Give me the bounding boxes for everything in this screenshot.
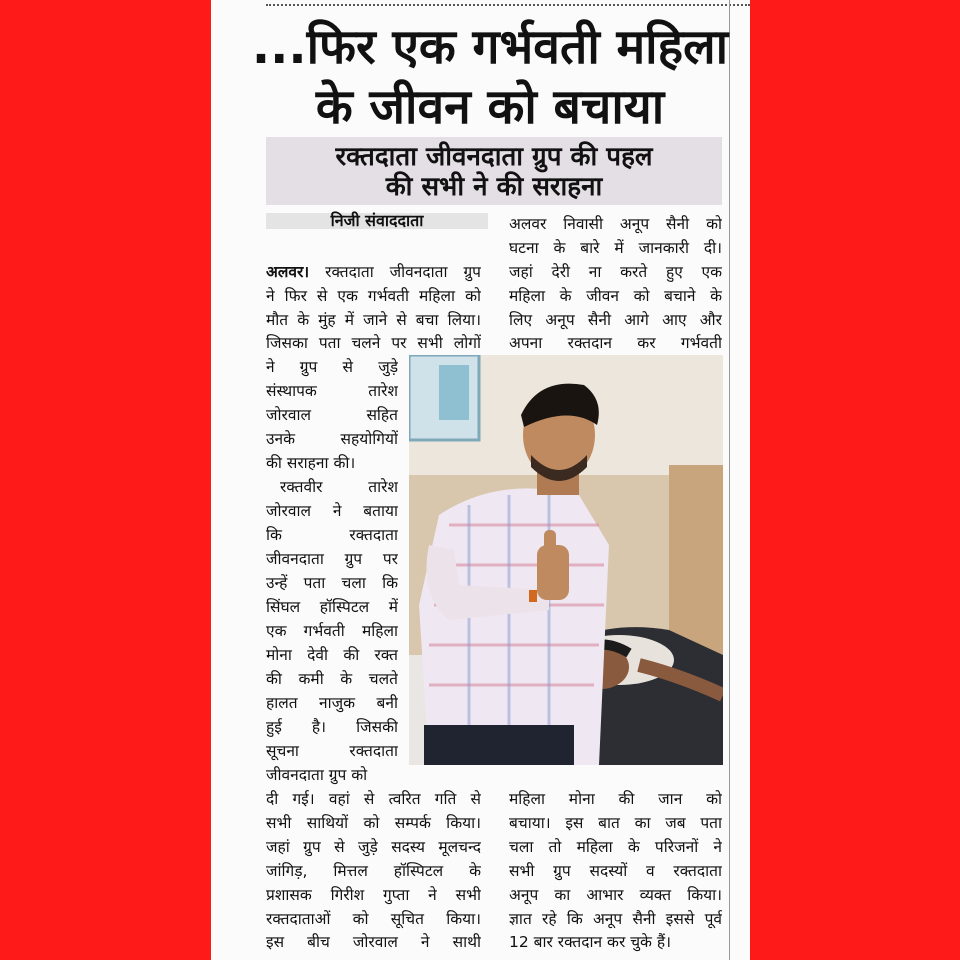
col2-line: अनूप का आभार व्यक्त किया। (509, 886, 722, 904)
col1-line: ने फिर से एक गर्भवती महिला को (266, 287, 481, 305)
col2-line: 12 बार रक्तदान कर चुके हैं। (509, 933, 671, 951)
col2-line: बचाया। इस बात का जब पता (509, 814, 722, 832)
col1-line: सूचना रक्तदाता (266, 742, 398, 760)
col1-line: हालत नाजुक बनी (266, 694, 398, 712)
col1-line: कि रक्तदाता (266, 526, 398, 544)
col1-line: उनके सहयोगियों (266, 430, 398, 448)
top-dotted-rule (266, 4, 750, 6)
col1-line: जीवनदाता ग्रुप को (266, 766, 368, 784)
news-photo (409, 355, 723, 765)
col1-line: की कमी के चलते (266, 670, 398, 688)
subheadline-line-2: की सभी ने की सराहना (385, 172, 603, 202)
headline-line-2: के जीवन को बचाया (315, 79, 665, 135)
col2-line: जहां देरी ना करते हुए एक (509, 263, 722, 281)
col1-line: अलवर। रक्तदाता जीवनदाता ग्रुप (266, 263, 481, 281)
col1-line: एक गर्भवती महिला (266, 622, 398, 640)
col1-line: की सराहना की। (266, 454, 356, 472)
page-edge-line (729, 0, 730, 960)
photo-illustration (409, 355, 723, 765)
col2-line: चला तो महिला के परिजनों ने (509, 838, 722, 856)
col1-line: सिंघल हॉस्पिटल में (266, 598, 398, 616)
col1-line: मौत के मुंह में जाने से बचा लिया। (266, 311, 481, 329)
col1-line: उन्हें पता चला कि (266, 574, 398, 592)
col1-line: रक्तदाताओं को सूचित किया। (266, 910, 481, 928)
col1-line: हुई है। जिसकी (266, 718, 398, 736)
col2-line: लिए अनूप सैनी आगे आए और (509, 311, 722, 329)
col1-line: इस बीच जोरवाल ने साथी (266, 933, 481, 951)
col2-line: घटना के बारे में जानकारी दी। (509, 239, 722, 257)
byline: निजी संवाददाता (330, 211, 424, 230)
col1-line: जिसका पता चलने पर सभी लोगों (266, 334, 481, 352)
col1-line: जांगिड़, मित्तल हॉस्पिटल के (266, 862, 481, 880)
subheadline-line-1: रक्तदाता जीवनदाता ग्रुप की पहल (335, 142, 653, 172)
col1-line: जहां ग्रुप से जुड़े सदस्य मूलचन्द (266, 838, 481, 856)
col2-line: अपना रक्तदान कर गर्भवती (509, 334, 722, 352)
col1-line: रक्तवीर तारेश (280, 478, 398, 496)
col2-line: महिला के जीवन को बचाने के (509, 287, 722, 305)
headline-line-1: ...फिर एक गर्भवती महिला (251, 19, 729, 75)
col1-line: प्रशासक गिरीश गुप्ता ने सभी (266, 886, 481, 904)
col1-line: सभी साथियों को सम्पर्क किया। (266, 814, 481, 832)
col1-line: दी गई। वहां से त्वरित गति से (266, 790, 481, 808)
col2-line: सभी ग्रुप सदस्यों व रक्तदाता (509, 862, 722, 880)
col2-line: ज्ञात रहे कि अनूप सैनी इससे पूर्व (509, 910, 722, 928)
col2-line: महिला मोना की जान को (509, 790, 722, 808)
col1-line: संस्थापक तारेश (266, 382, 398, 400)
col1-line: ने ग्रुप से जुड़े (266, 358, 398, 376)
dateline: अलवर। (266, 263, 310, 281)
col1-line: मोना देवी की रक्त (266, 646, 398, 664)
col2-line: अलवर निवासी अनूप सैनी को (509, 215, 722, 233)
col1-line: जोरवाल सहित (266, 406, 398, 424)
col1-line: जोरवाल ने बताया (266, 502, 398, 520)
col1-line: जीवनदाता ग्रुप पर (266, 550, 398, 568)
